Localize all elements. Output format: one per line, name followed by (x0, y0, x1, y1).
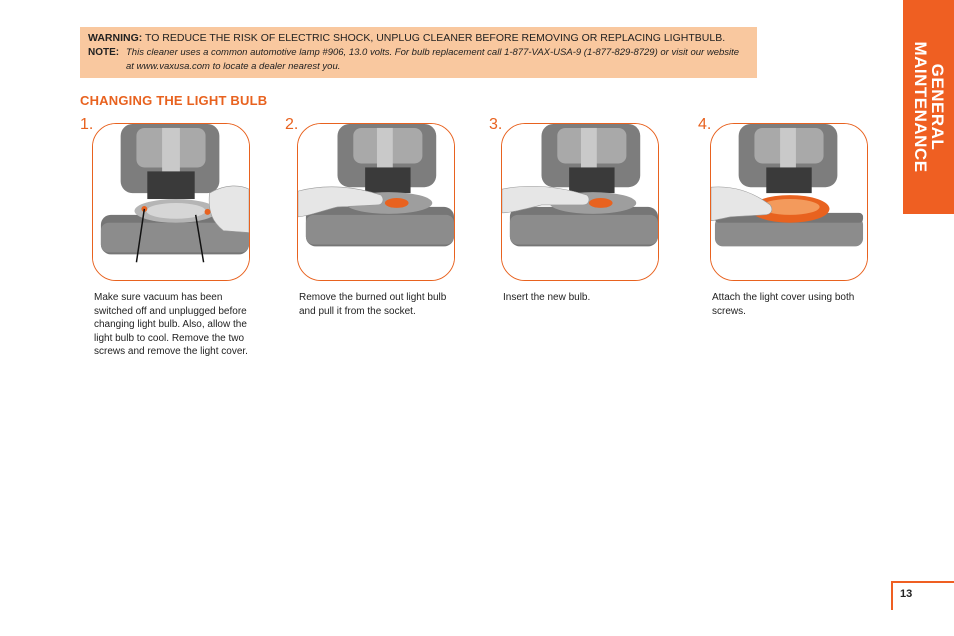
vacuum-light-cover-illustration (93, 124, 249, 280)
side-tab-title (912, 41, 946, 172)
step-caption: Make sure vacuum has been switched off and unplugged before changing light bulb. Also, allow the light bulb to cool. Remove the two screws and remove the light cover. (94, 292, 248, 357)
note-text: This cleaner uses a common automotive lamp #906, 13.0 volts. For bulb replacement call 1-877-VAX-USA-9 (1-877-829-8729) or visit our website at www.vaxusa.com to locate a dealer nearest you. (126, 47, 740, 72)
step-number: 4. (698, 116, 712, 133)
step-caption: Remove the burned out light bulb and pull it from the socket. (299, 292, 447, 317)
step-1 (80, 117, 280, 377)
step-number: 1. (80, 116, 94, 133)
section-side-tab (903, 0, 954, 214)
step-caption: Attach the light cover using both screws. (712, 292, 855, 317)
step-2 (285, 117, 485, 377)
step-number: 2. (285, 116, 299, 133)
step-illustration (297, 123, 455, 281)
remove-bulb-illustration (298, 124, 454, 280)
step-illustration (710, 123, 868, 281)
note-line (88, 46, 749, 74)
step-illustration (501, 123, 659, 281)
step-number: 3. (489, 116, 503, 133)
step-4 (698, 117, 898, 377)
attach-cover-illustration (711, 124, 867, 280)
warning-label: WARNING: (88, 32, 143, 44)
section-heading: CHANGING THE LIGHT BULB (80, 93, 268, 108)
insert-bulb-illustration (502, 124, 658, 280)
side-tab-line-2: MAINTENANCE (910, 41, 930, 173)
footer-rule (891, 581, 954, 583)
note-label: NOTE: (88, 47, 120, 58)
page-number: 13 (900, 588, 913, 600)
warning-box (80, 27, 757, 78)
side-tab-line-1: GENERAL (927, 63, 947, 151)
page-number-rule (891, 583, 893, 610)
step-3 (489, 117, 689, 377)
step-caption: Insert the new bulb. (503, 292, 591, 303)
warning-text: TO REDUCE THE RISK OF ELECTRIC SHOCK, UNPLUG CLEANER BEFORE REMOVING OR REPLACING LIGHTBULB. (142, 32, 726, 44)
step-illustration (92, 123, 250, 281)
warning-line (88, 31, 749, 46)
